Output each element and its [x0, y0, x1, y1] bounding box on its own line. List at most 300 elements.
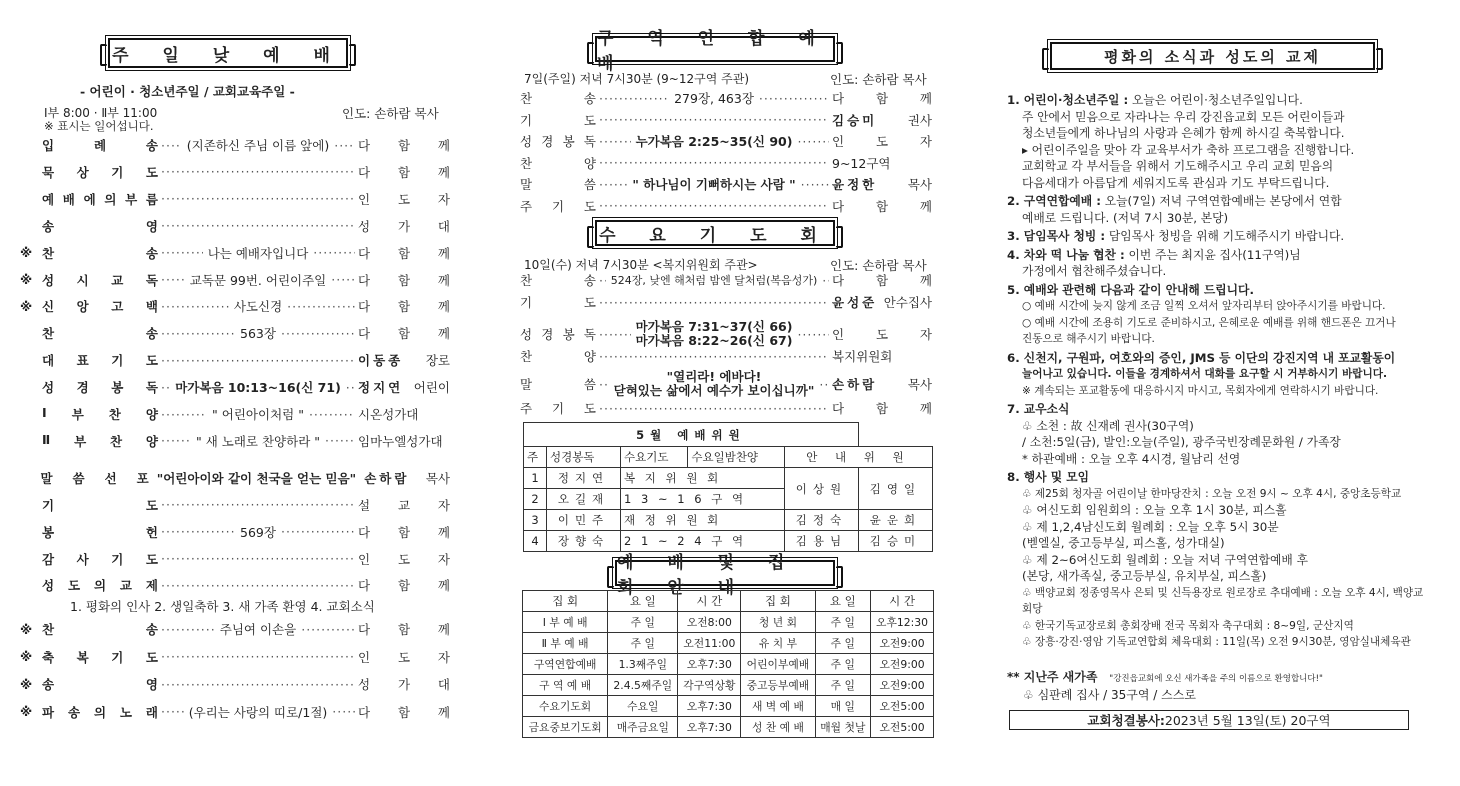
- order-label: 찬 송: [520, 91, 596, 106]
- meetings-table: [522, 590, 934, 738]
- leader-dots: [161, 191, 355, 206]
- order-person: 윤정한 목사: [832, 177, 933, 192]
- leader-dots: [161, 326, 235, 341]
- service-schedule: Ⅰ부 8:00 · Ⅱ부 11:00: [44, 106, 158, 120]
- leader-dots: [599, 91, 669, 106]
- standing-mark: ※: [20, 649, 33, 664]
- meeting-cell: 오후12:30: [871, 612, 934, 633]
- order-row: [520, 196, 932, 216]
- order-detail: 마가복음 10:13~16(신 71): [175, 380, 341, 396]
- news-list: [1007, 92, 1427, 651]
- leader-dots: [161, 164, 355, 179]
- meeting-row: [523, 675, 934, 696]
- order-person: 다 함 께: [832, 273, 932, 288]
- reader-cell: 장향숙: [546, 531, 620, 552]
- order-row: [20, 575, 450, 595]
- newcomer-label: ** 지난주 새가족: [1007, 670, 1098, 684]
- leader-dots: [599, 377, 609, 392]
- news-line: ♧ 백양교회 정종영목사 은퇴 및 신득용장로 원로장로 추대예배 : 오늘 오후 4시, 백양교회당: [1022, 586, 1424, 615]
- order-label: 대 표 기 도: [42, 353, 158, 369]
- wednesday-prayer-leader: 인도: 손하람 목사: [830, 258, 927, 273]
- leader-dots: [161, 407, 207, 422]
- order-label: 성 경 봉 독: [520, 327, 596, 342]
- leader-dots: [346, 380, 355, 395]
- meeting-cell: 매주금요일: [608, 717, 678, 738]
- news-line: [1007, 469, 1427, 486]
- order-person: 임마누엘성가대: [358, 433, 443, 449]
- meeting-cell: 2.4.5째주일: [608, 675, 678, 696]
- leader-dots: [309, 407, 355, 422]
- news-line: [1007, 350, 1427, 367]
- meeting-cell: 오전5:00: [871, 696, 934, 717]
- order-row: [520, 153, 932, 173]
- news-line: ○ 예배 시간에 조용히 기도로 준비하시고, 은혜로운 예배를 위해 핸드폰은 끄거나: [1022, 316, 1396, 329]
- order-person: 다 함 께: [832, 91, 932, 106]
- week-cell: 1: [524, 468, 547, 489]
- order-detail-line1: "열리라! 에바다!: [666, 369, 762, 384]
- committee-table: [523, 422, 933, 552]
- meeting-cell: 주 일: [608, 612, 678, 633]
- leader-dots: [599, 327, 631, 342]
- meeting-cell: 오전5:00: [871, 717, 934, 738]
- meeting-header: 집 회: [523, 591, 608, 612]
- committee-header: 수요기도: [621, 447, 688, 468]
- order-row: [520, 110, 932, 130]
- order-row: [20, 549, 450, 569]
- meeting-cell: 구역연합예배: [523, 654, 608, 675]
- news-line: [1007, 228, 1427, 245]
- meeting-row: [523, 612, 934, 633]
- order-person: 복지위원회: [832, 349, 893, 364]
- meeting-cell: 어린이부예배: [741, 654, 815, 675]
- order-row: [20, 647, 450, 667]
- order-row: [520, 174, 932, 194]
- leader-dots: [599, 295, 829, 310]
- usher-cell: 김승미: [858, 531, 932, 552]
- leader-dots: [161, 578, 355, 593]
- order-detail: [612, 370, 817, 398]
- meeting-header: 시 간: [871, 591, 934, 612]
- news-line: ♧ 제25회 청자골 어린이날 한마당잔치 : 오늘 오전 9시 ~ 오후 4시, 중앙초등학교: [1022, 487, 1402, 500]
- order-row: [20, 243, 450, 263]
- leader-dots: [797, 134, 829, 149]
- wednesday-prayer-title: 수 요 기 도 회: [595, 220, 835, 246]
- meeting-cell: 매월 첫날: [815, 717, 871, 738]
- leader-dots: [281, 326, 355, 341]
- meeting-cell: 유 치 부: [741, 633, 815, 654]
- leader-dots: [161, 677, 355, 692]
- order-detail: 나는 예배자입니다: [207, 245, 309, 261]
- order-row: [20, 495, 450, 515]
- meeting-cell: 오전9:00: [871, 654, 934, 675]
- committee-header: 주: [524, 447, 547, 468]
- order-row: [20, 522, 450, 542]
- order-label: 입 례 송: [42, 138, 158, 153]
- meeting-row: [523, 633, 934, 654]
- news-heading: 3. 담임목사 청빙 :: [1007, 229, 1106, 243]
- news-line: ※ 계속되는 포교활동에 대응하시지 마시고, 목회자에게 연락하시기 바랍니다.: [1022, 384, 1379, 397]
- usher-cell: 윤운희: [858, 510, 932, 531]
- wednesday-prayer-info: 10일(수) 저녁 7시30분 <복지위원회 주관>: [524, 258, 758, 272]
- usher-cell: 김정숙: [784, 510, 858, 531]
- committee-header: 성경봉독: [546, 447, 620, 468]
- order-label: 신 앙 고 백: [42, 299, 158, 315]
- news-line: 진동으로 해주시기 바랍니다.: [1022, 333, 1155, 345]
- order-row: [520, 270, 932, 290]
- meeting-cell: 중고등부예배: [741, 675, 815, 696]
- order-detail-line1: 마가복음 7:31~37(신 66): [635, 319, 793, 334]
- meeting-cell: Ⅱ 부 예 배: [523, 633, 608, 654]
- leader-dots: [161, 218, 355, 233]
- order-person: 손하람 목사: [832, 377, 933, 392]
- leader-dots: [161, 272, 185, 287]
- order-person: 다 함 께: [358, 578, 450, 594]
- leader-dots: [331, 272, 355, 287]
- order-person: 다 함 께: [832, 401, 932, 416]
- order-detail: 사도신경: [233, 299, 283, 315]
- news-heading: 1. 어린이·청소년주일 :: [1007, 93, 1129, 107]
- order-label: 송 영: [42, 677, 158, 692]
- news-line: 다음세대가 아름답게 세워지도록 관심과 기도 부탁드립니다.: [1022, 175, 1330, 190]
- evening-services-column: [520, 0, 935, 786]
- order-person: 성 가 대: [358, 218, 450, 234]
- meeting-header: 요 일: [815, 591, 871, 612]
- order-detail: " 새 노래로 찬양하라 ": [196, 433, 320, 449]
- leader-dots: [161, 433, 191, 448]
- meeting-header: 시 간: [678, 591, 741, 612]
- committee-header: 안 내 위 원: [784, 447, 932, 468]
- meeting-cell: 오후7:30: [678, 717, 741, 738]
- meeting-cell: 오전8:00: [678, 612, 741, 633]
- order-label: 찬 송: [42, 245, 158, 261]
- news-line: 청소년들에게 하나님의 사랑과 은혜가 함께 하시길 축복합니다.: [1022, 126, 1345, 140]
- meetings-title: 예 배 및 집 회 안 내: [615, 560, 835, 586]
- leader-dots: [161, 353, 355, 368]
- leader-dots: [334, 138, 355, 153]
- order-row: [20, 377, 450, 397]
- sunday-service-title: 주 일 낮 예 배: [108, 38, 348, 68]
- order-person: 인 도 자: [832, 134, 932, 149]
- order-person: 정지연 어린이: [358, 380, 450, 396]
- news-text: 담임목사 청빙을 위해 기도해주시기 바랍니다.: [1105, 229, 1345, 243]
- news-text: 오늘(7일) 저녁 구역연합예배는 본당에서 연합: [1101, 194, 1342, 208]
- order-person: 성 가 대: [358, 677, 450, 692]
- order-label: 기 도: [520, 295, 596, 310]
- order-person: 시온성가대: [358, 407, 419, 422]
- fellowship-items: 1. 평화의 인사 2. 생일축하 3. 새 가족 환영 4. 교회소식: [70, 599, 375, 614]
- order-detail: (우리는 사랑의 띠로/1절): [188, 704, 328, 720]
- order-row: [520, 292, 932, 312]
- order-label: 찬 송: [42, 326, 158, 342]
- order-row: [520, 346, 932, 366]
- order-row: [20, 216, 450, 236]
- news-text: 오늘은 어린이·청소년주일입니다.: [1128, 93, 1303, 107]
- order-detail: 569장: [240, 524, 276, 540]
- news-title: 평화의 소식과 성도의 교제: [1050, 42, 1375, 70]
- order-label: 말 씀 선 포: [40, 470, 149, 486]
- meeting-cell: 주 일: [608, 633, 678, 654]
- order-label: Ⅱ 부 찬 양: [42, 431, 158, 449]
- order-person: 윤성준 안수집사: [832, 295, 932, 310]
- reader-cell: 이민주: [546, 510, 620, 531]
- standing-mark: ※: [20, 272, 33, 287]
- leader-dots: [161, 138, 182, 153]
- leader-dots: [161, 299, 229, 314]
- meeting-cell: 오전9:00: [871, 633, 934, 654]
- order-person: 인 도 자: [358, 551, 450, 567]
- order-label: 성 도 의 교 제: [42, 578, 158, 594]
- leader-dots: [599, 112, 829, 127]
- standing-note: ※ 표시는 일어섭니다.: [44, 119, 154, 133]
- order-person: 설 교 자: [358, 497, 450, 513]
- order-label: 찬 송: [520, 273, 596, 288]
- district-service-leader: 인도: 손하람 목사: [830, 72, 927, 87]
- meeting-cell: 주 일: [815, 654, 871, 675]
- cleaning-value: 2023년 5월 13일(토) 20구역: [1164, 713, 1331, 728]
- order-label: 주 기 도: [520, 198, 596, 214]
- leader-dots: [599, 401, 829, 416]
- leader-dots: [325, 433, 355, 448]
- meeting-header: 집 회: [741, 591, 815, 612]
- order-person: 손하람 목사: [364, 470, 450, 486]
- order-label: 성 경 봉 독: [520, 134, 596, 149]
- wednesday-cell: 2 1 ~ 2 4 구 역: [621, 531, 785, 552]
- leader-dots: [313, 245, 355, 260]
- meeting-cell: 1.3째주일: [608, 654, 678, 675]
- leader-dots: [161, 245, 203, 260]
- leader-dots: [332, 704, 355, 719]
- news-line: (본당, 새가족실, 중고등부실, 유치부실, 피스홀): [1022, 569, 1267, 583]
- order-row: [20, 468, 450, 488]
- meeting-cell: 성 찬 예 배: [741, 717, 815, 738]
- cleaning-label: 교회청결봉사:: [1087, 713, 1165, 728]
- order-label: 찬 송: [42, 622, 158, 637]
- order-detail: 279장, 463장: [674, 91, 754, 106]
- order-person: 다 함 께: [358, 622, 450, 637]
- leader-dots: [161, 551, 355, 566]
- sunday-service-column: [20, 0, 460, 786]
- sunday-service-subtitle: - 어린이 · 청소년주일 / 교회교육주일 -: [80, 84, 295, 99]
- news-line: 가정에서 협찬해주셨습니다.: [1022, 264, 1167, 278]
- order-label: 찬 양: [520, 155, 596, 171]
- standing-mark: ※: [20, 676, 33, 692]
- leader-dots: [161, 380, 170, 395]
- news-heading: 5. 예배와 관련해 다음과 같이 안내해 드립니다.: [1007, 282, 1254, 297]
- order-label: 봉 헌: [42, 524, 158, 540]
- order-person: 9~12구역: [832, 155, 891, 171]
- committee-title: 5월 예배위원: [524, 423, 859, 447]
- order-detail: (지존하신 주님 이름 앞에): [186, 138, 330, 153]
- meeting-cell: 오전11:00: [678, 633, 741, 654]
- standing-mark: ※: [20, 298, 33, 314]
- order-label: 송 영: [42, 218, 158, 234]
- meeting-cell: 수요기도회: [523, 696, 608, 717]
- news-line: 주 안에서 믿음으로 자라나는 우리 강진읍교회 모든 어린이들과: [1022, 109, 1345, 124]
- news-line: ♧ 한국기독교장로회 총회장배 전국 목회자 축구대회 : 8~9일, 군산지역: [1022, 619, 1354, 632]
- week-cell: 2: [524, 489, 547, 510]
- news-line: [1007, 247, 1427, 264]
- news-line: ♧ 소천 : 故 신재례 권사(30구역): [1022, 418, 1194, 433]
- standing-mark: ※: [20, 621, 33, 637]
- meeting-cell: 주 일: [815, 612, 871, 633]
- order-detail: 563장: [240, 326, 276, 342]
- order-label: Ⅰ 부 찬 양: [42, 405, 158, 422]
- meeting-cell: 오전9:00: [871, 675, 934, 696]
- order-person: 다 함 께: [358, 245, 450, 261]
- news-line: [1007, 282, 1427, 299]
- standing-mark: ※: [20, 704, 33, 719]
- news-heading: 6. 신천지, 구원파, 여호와의 증인, JMS 등 이단의 강진지역 내 포교활동이: [1007, 350, 1396, 365]
- leader-dots: [161, 497, 355, 512]
- order-label: 말 씀: [520, 377, 596, 392]
- order-person: 다 함 께: [358, 524, 450, 540]
- leader-dots: [599, 134, 631, 149]
- order-label: 말 씀: [520, 177, 596, 192]
- usher-cell: 이상원: [784, 468, 858, 510]
- order-row: [20, 270, 450, 290]
- wednesday-cell: 1 3 ~ 1 6 구 역: [621, 489, 785, 510]
- news-line: 늘어나고 있습니다. 이들을 경계하셔서 대화를 요구할 시 거부하시기 바랍니다.: [1022, 368, 1388, 380]
- leader-dots: [161, 649, 355, 664]
- order-detail: "어린아이와 같이 천국을 얻는 믿음": [156, 470, 357, 486]
- order-row: [20, 702, 450, 722]
- order-label: 성 경 봉 독: [42, 380, 158, 396]
- news-line: / 소천:5일(금), 발인:오늘(주일), 광주국빈장례문화원 / 가족장: [1022, 435, 1341, 449]
- meeting-cell: 주 일: [815, 675, 871, 696]
- leader-dots: [819, 377, 829, 392]
- week-cell: 4: [524, 531, 547, 552]
- meeting-cell: 수요일: [608, 696, 678, 717]
- meeting-cell: Ⅰ 부 예 배: [523, 612, 608, 633]
- leader-dots: [301, 622, 355, 637]
- order-row: [520, 131, 932, 151]
- news-heading: 2. 구역연합예배 :: [1007, 194, 1101, 208]
- meeting-header: 요 일: [608, 591, 678, 612]
- order-row: [20, 323, 450, 343]
- order-row: [20, 162, 450, 182]
- leader-dots: [801, 177, 829, 192]
- news-heading: 8. 행사 및 모임: [1007, 470, 1089, 484]
- order-row: [20, 674, 450, 694]
- order-detail: 524장, 낮엔 해처럼 밤엔 달처럼(복음성가): [610, 274, 818, 287]
- news-column: [1005, 0, 1425, 786]
- leader-dots: [599, 273, 606, 288]
- news-line: ♧ 제 2~6여신도회 월례회 : 오늘 저녁 구역연합예배 후: [1022, 552, 1308, 567]
- service-leader: 인도: 손하람 목사: [342, 106, 439, 121]
- cleaning-service-box: [1009, 710, 1409, 730]
- order-label: 파 송 의 노 래: [42, 704, 158, 720]
- order-row: [20, 404, 450, 424]
- leader-dots: [161, 622, 215, 637]
- leader-dots: [822, 273, 829, 288]
- order-person: 다 함 께: [358, 299, 450, 315]
- order-label: 예 배 에 의 부 름: [42, 191, 158, 207]
- order-label: 찬 양: [520, 349, 596, 364]
- district-service-info: 7일(주일) 저녁 7시30분 (9~12구역 주관): [524, 72, 749, 86]
- meeting-cell: 새 벽 예 배: [741, 696, 815, 717]
- leader-dots: [599, 177, 627, 192]
- order-row: [520, 88, 932, 108]
- order-row: [20, 189, 450, 209]
- news-line: 교회학교 각 부서들을 위해서 기도해주시고 우리 교회 믿음의: [1022, 159, 1334, 173]
- order-person: 다 함 께: [358, 326, 450, 342]
- meeting-cell: 각구역상황: [678, 675, 741, 696]
- news-heading: 4. 차와 떡 나눔 협찬 :: [1007, 247, 1125, 262]
- meeting-cell: 오후7:30: [678, 696, 741, 717]
- meeting-cell: 오후7:30: [678, 654, 741, 675]
- meeting-row: [523, 654, 934, 675]
- order-detail: 주님여 이손을: [219, 622, 297, 637]
- order-label: 기 도: [42, 497, 158, 513]
- week-cell: 3: [524, 510, 547, 531]
- reader-cell: 오길재: [546, 489, 620, 510]
- news-line: ▸ 어린이주일을 맞아 각 교육부서가 축하 프로그램을 진행합니다.: [1022, 142, 1355, 157]
- meeting-cell: 주 일: [815, 633, 871, 654]
- news-line: * 하관예배 : 오늘 오후 4시경, 월남리 선영: [1022, 451, 1241, 466]
- order-label: 묵 상 기 도: [42, 164, 158, 180]
- usher-cell: 김영일: [858, 468, 932, 510]
- order-detail: [634, 320, 795, 348]
- order-person: 다 함 께: [358, 704, 450, 720]
- standing-mark: ※: [20, 245, 33, 261]
- order-row: [20, 135, 450, 155]
- news-text: 이번 주는 최지윤 집사(11구역)님: [1124, 247, 1301, 262]
- news-line: ○ 예배 시간에 늦지 않게 조금 일찍 오셔서 앞자리부터 앉아주시기를 바랍니다.: [1022, 300, 1386, 312]
- order-label: 성 시 교 독: [42, 272, 158, 288]
- news-line: 예배로 드립니다. (저녁 7시 30분, 본당): [1022, 210, 1229, 225]
- order-label: 감 사 기 도: [42, 551, 158, 567]
- order-row: [520, 398, 932, 418]
- order-detail: 교독문 99번. 어린이주일: [189, 272, 327, 288]
- wednesday-cell: 재 정 위 원 회: [621, 510, 785, 531]
- order-person: 인 도 자: [832, 327, 932, 342]
- order-person: 김승미 권사: [832, 112, 932, 128]
- news-line: [1007, 193, 1427, 210]
- news-line: [1007, 401, 1427, 418]
- district-service-title: 구 역 연 합 예 배: [595, 36, 835, 62]
- leader-dots: [599, 198, 829, 213]
- order-person: 다 함 께: [832, 198, 932, 214]
- order-person: 인 도 자: [358, 649, 450, 665]
- order-row: [20, 431, 450, 451]
- order-detail-line2: 마가복음 8:22~26(신 67): [635, 333, 793, 348]
- news-line: ♧ 여신도회 임원회의 : 오늘 오후 1시 30분, 피스홀: [1022, 503, 1287, 517]
- leader-dots: [797, 327, 829, 342]
- meeting-cell: 매 일: [815, 696, 871, 717]
- leader-dots: [161, 524, 235, 539]
- meeting-row: [523, 696, 934, 717]
- order-person: 다 함 께: [358, 272, 450, 288]
- wednesday-cell: 복 지 위 원 회: [621, 468, 785, 489]
- order-person: 인 도 자: [358, 191, 450, 207]
- newcomer-entry: ♧ 심판례 집사 / 35구역 / 스스로: [1023, 688, 1196, 702]
- news-line: [1007, 92, 1427, 109]
- leader-dots: [287, 299, 355, 314]
- meeting-row: [523, 717, 934, 738]
- news-line: (벧엘실, 중고등부실, 피스홀, 성가대실): [1022, 536, 1225, 550]
- leader-dots: [161, 704, 184, 719]
- usher-cell: 김용님: [784, 531, 858, 552]
- order-row: [20, 350, 450, 370]
- order-row: [520, 368, 932, 400]
- newcomer-row: [1007, 668, 1427, 685]
- news-heading: 7. 교우소식: [1007, 402, 1070, 416]
- order-person: 이동종 장로: [358, 353, 450, 369]
- order-row: [20, 619, 450, 639]
- newcomer-note: "강진읍교회에 오신 새가족을 주의 이름으로 환영합니다!": [1109, 674, 1323, 684]
- order-person: 다 함 께: [358, 164, 450, 180]
- order-detail: 누가복음 2:25~35(신 90): [635, 134, 793, 149]
